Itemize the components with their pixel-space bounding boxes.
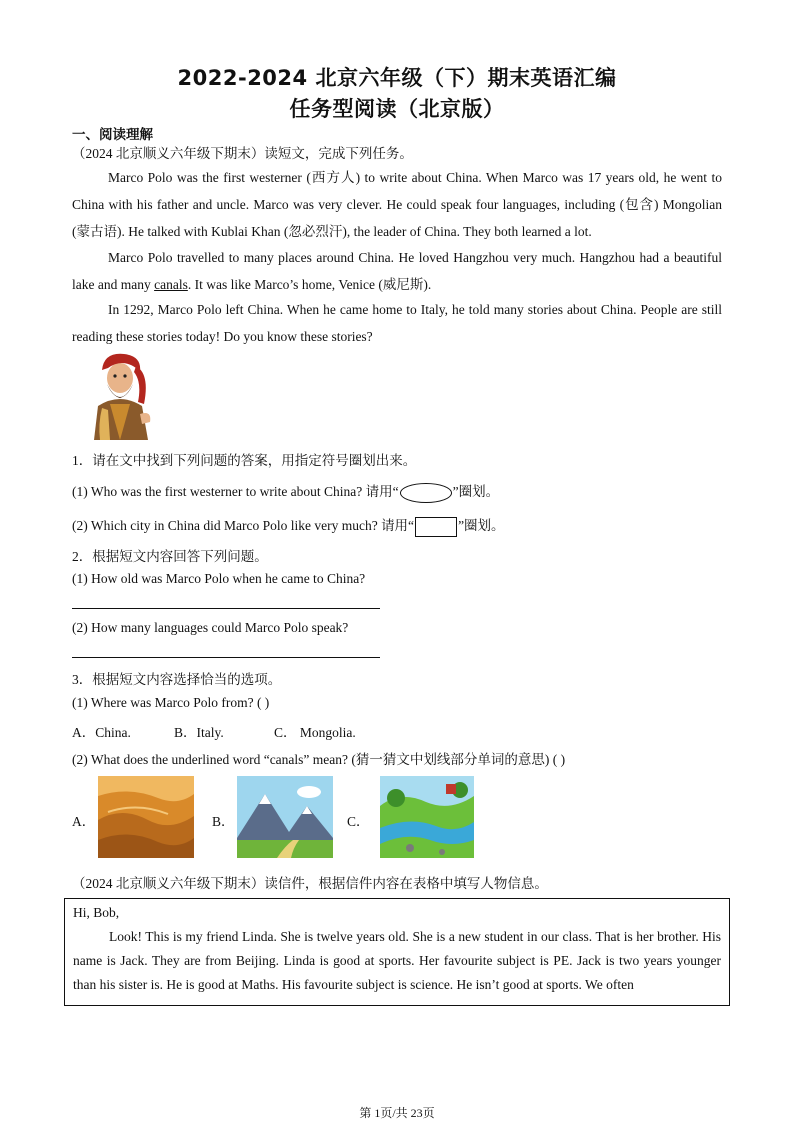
q1-part2-text: (2) Which city in China did Marco Polo like very much?	[72, 518, 378, 533]
passage2-source: （2024 北京顺义六年级下期末）读信件，根据信件内容在表格中填写人物信息。	[72, 876, 548, 891]
q1-heading: 1．请在文中找到下列问题的答案，用指定符号圈划出来。	[72, 453, 417, 468]
page-title-line2: 任务型阅读（北京版）	[289, 97, 505, 121]
pic-label-b[interactable]: B．	[212, 814, 235, 829]
option-b[interactable]: B．Italy.	[174, 725, 224, 740]
letter-greeting: Hi, Bob,	[73, 905, 120, 920]
q3-heading: 3．根据短文内容选择恰当的选项。	[72, 672, 282, 687]
q1-part2-prefix: 请用“	[381, 518, 415, 533]
q1-part2-suffix: ”圈划。	[458, 518, 505, 533]
q2-part1-text: (1) How old was Marco Polo when he came to China?	[72, 571, 366, 586]
q2-part1-answer-line[interactable]	[72, 608, 380, 609]
river-canal-image[interactable]	[380, 776, 474, 858]
q2-heading: 2．根据短文内容回答下列问题。	[72, 549, 268, 564]
option-a[interactable]: A．China.	[72, 725, 131, 740]
underlined-word-canals: canals	[154, 277, 188, 292]
passage1-paragraph1: Marco Polo was the first westerner (西方人) to write about China. When Marco was 17 years old, he went to China with his father and uncle. Marco was very clever. He could speak four languages, including (包含) Mongolian (蒙古语). He talked with Kublai Khan (忽必烈汗), the leader of China. They both learned a lot.	[72, 170, 722, 239]
q2-part2-answer-line[interactable]	[72, 657, 380, 658]
pic-label-a[interactable]: A．	[72, 814, 96, 829]
section-heading: 一、阅读理解	[72, 127, 153, 143]
passage1-paragraph2	[72, 244, 722, 298]
pic-label-c[interactable]: C．	[347, 814, 370, 829]
q2-part2-text: (2) How many languages could Marco Polo speak?	[72, 620, 349, 635]
rectangle-symbol-icon	[415, 517, 457, 537]
mountains-image[interactable]	[237, 776, 333, 858]
q1-part1-suffix: ”圈划。	[452, 484, 500, 499]
marco-polo-illustration	[80, 348, 160, 440]
q3-part1-options	[72, 721, 356, 741]
q1-part1-text: (1) Who was the first westerner to write about China?	[72, 484, 363, 499]
q1-part2	[72, 514, 505, 537]
q3-part1-text: (1) Where was Marco Polo from? ( )	[72, 695, 270, 710]
letter-box	[64, 898, 730, 1006]
passage1-paragraph3: In 1292, Marco Polo left China. When he came home to Italy, he told many stories about China. People are still reading these stories today! Do you know these stories?	[72, 302, 722, 344]
option-c[interactable]: C． Mongolia.	[274, 725, 356, 740]
passage1-source: （2024 北京顺义六年级下期末）读短文，完成下列任务。	[72, 146, 413, 161]
q1-part1	[72, 480, 499, 503]
p2-before: Marco Polo travelled to many places around China. He loved Hangzhou very much. Hangzhou had a beautiful lake and many	[72, 250, 722, 292]
desert-image[interactable]	[98, 776, 194, 858]
page-number: 第 1页/共 23页	[359, 1106, 435, 1120]
q3-part2-text: (2) What does the underlined word “canals” mean? (猜一猜文中划线部分单词的意思) ( )	[72, 752, 566, 767]
page-title-line1: 2022-2024 北京六年级（下）期末英语汇编	[177, 66, 617, 90]
q1-part1-prefix: 请用“	[365, 484, 399, 499]
p2-after: . It was like Marco’s home, Venice (威尼斯).	[187, 277, 432, 292]
oval-symbol-icon	[400, 483, 452, 503]
letter-body: Look! This is my friend Linda. She is twelve years old. She is a new student in our class. That is her brother. His name is Jack. They are from Beijing. Linda is good at sports. Her favourite subject is PE. Jack is two years younger than his sister is. He is good at Maths. His favourite subject is science. He isn’t good at sports. We often	[73, 929, 721, 992]
